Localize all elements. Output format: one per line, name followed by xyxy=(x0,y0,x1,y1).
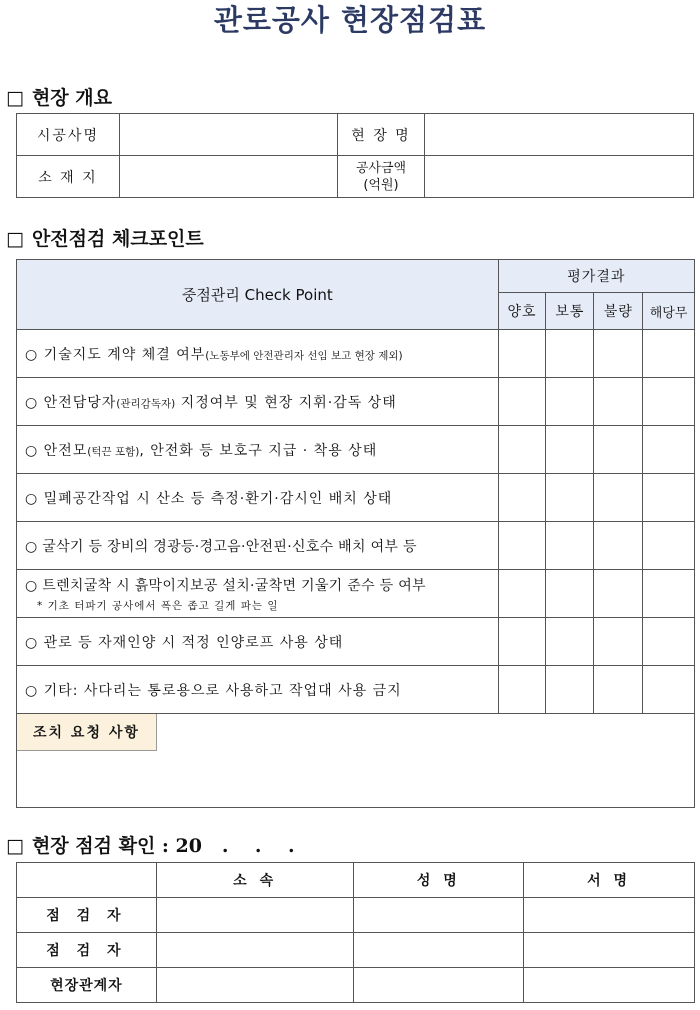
eval-cell[interactable] xyxy=(498,474,546,522)
eval-col-na: 해당무 xyxy=(643,293,695,330)
table-row xyxy=(17,522,695,570)
overview-table xyxy=(16,113,694,198)
check-item-text: ○ 관로 등 자재인양 시 적정 인양로프 사용 상태 xyxy=(25,634,344,651)
table-row xyxy=(17,968,695,1003)
amount-label-line1: 공사금액 xyxy=(355,160,407,176)
name-cell[interactable] xyxy=(354,898,524,933)
signature-cell[interactable] xyxy=(524,898,695,933)
eval-cell[interactable] xyxy=(498,618,546,666)
site-name-label: 현 장 명 xyxy=(337,114,425,156)
check-item xyxy=(17,330,499,378)
amount-value[interactable] xyxy=(425,156,694,198)
eval-cell[interactable] xyxy=(643,666,695,714)
construction-name-value[interactable] xyxy=(119,114,337,156)
check-item-text: ○ 기타: 사다리는 통로용으로 사용하고 작업대 사용 금지 xyxy=(25,682,402,699)
eval-cell[interactable] xyxy=(594,378,643,426)
amount-label xyxy=(337,156,425,198)
check-item xyxy=(17,426,499,474)
col-affiliation: 소 속 xyxy=(156,863,354,898)
affiliation-cell[interactable] xyxy=(156,933,354,968)
check-item-text: ○ 기술지도 계약 체결 여부 xyxy=(25,346,206,363)
action-request-area[interactable] xyxy=(17,714,695,808)
check-item-text-rest: 지정여부 및 현장 지휘·감독 상태 xyxy=(175,394,397,411)
eval-cell[interactable] xyxy=(594,474,643,522)
name-cell[interactable] xyxy=(354,968,524,1003)
signature-cell[interactable] xyxy=(524,933,695,968)
check-item-text: ○ 안전모 xyxy=(25,442,88,459)
eval-cell[interactable] xyxy=(546,618,594,666)
eval-cell[interactable] xyxy=(594,522,643,570)
eval-cell[interactable] xyxy=(498,522,546,570)
check-item xyxy=(17,522,499,570)
col-signature: 서 명 xyxy=(524,863,695,898)
eval-cell[interactable] xyxy=(498,570,546,618)
check-item-note: (턱끈 포함) xyxy=(87,445,140,458)
affiliation-cell[interactable] xyxy=(156,968,354,1003)
eval-cell[interactable] xyxy=(546,426,594,474)
check-item xyxy=(17,666,499,714)
section-heading-confirm xyxy=(6,831,295,858)
eval-cell[interactable] xyxy=(546,522,594,570)
eval-cell[interactable] xyxy=(643,378,695,426)
eval-cell[interactable] xyxy=(498,378,546,426)
eval-cell[interactable] xyxy=(643,570,695,618)
eval-cell[interactable] xyxy=(594,426,643,474)
check-item xyxy=(17,570,499,618)
table-row xyxy=(17,933,695,968)
eval-cell[interactable] xyxy=(546,570,594,618)
eval-cell[interactable] xyxy=(643,330,695,378)
eval-cell[interactable] xyxy=(594,570,643,618)
checkbox-icon: □ xyxy=(6,835,24,857)
eval-cell[interactable] xyxy=(594,618,643,666)
check-item-text: ○ 안전담당자 xyxy=(25,394,117,411)
name-cell[interactable] xyxy=(354,933,524,968)
eval-cell[interactable] xyxy=(594,666,643,714)
checkbox-icon: □ xyxy=(6,228,24,250)
eval-cell[interactable] xyxy=(546,474,594,522)
confirm-table xyxy=(16,862,695,1003)
eval-cell[interactable] xyxy=(546,330,594,378)
page-title: 관로공사 현장점검표 xyxy=(213,3,487,37)
check-item xyxy=(17,474,499,522)
eval-result-header: 평가결과 xyxy=(498,260,694,293)
eval-cell[interactable] xyxy=(498,666,546,714)
check-item-text: ○ 밀폐공간작업 시 산소 등 측정·환기·감시인 배치 상태 xyxy=(25,490,393,507)
table-row xyxy=(17,378,695,426)
affiliation-cell[interactable] xyxy=(156,898,354,933)
table-row xyxy=(17,474,695,522)
eval-cell[interactable] xyxy=(643,618,695,666)
location-value[interactable] xyxy=(119,156,337,198)
table-row xyxy=(17,330,695,378)
check-item-text: ○ 트렌치굴착 시 흙막이지보공 설치·굴착면 기울기 준수 등 여부 xyxy=(25,577,426,594)
row-inspector-1: 점 검 자 xyxy=(17,898,157,933)
check-item-note: (노동부에 안전관리자 선임 보고 현장 제외) xyxy=(205,349,403,362)
eval-cell[interactable] xyxy=(498,426,546,474)
section-heading-overview xyxy=(6,83,112,110)
site-name-value[interactable] xyxy=(425,114,694,156)
check-point-header: 중점관리 Check Point xyxy=(17,260,499,330)
table-row xyxy=(17,618,695,666)
eval-cell[interactable] xyxy=(594,330,643,378)
table-row xyxy=(17,426,695,474)
eval-cell[interactable] xyxy=(643,426,695,474)
section-heading-checklist xyxy=(6,224,204,251)
check-item-text-rest: , 안전화 등 보호구 지급 · 착용 상태 xyxy=(139,442,378,459)
action-request-label: 조치 요청 사항 xyxy=(17,714,157,751)
check-item-text: ○ 굴삭기 등 장비의 경광등·경고음·안전핀·신호수 배치 여부 등 xyxy=(25,538,417,555)
amount-label-line2: (억원) xyxy=(363,177,399,193)
table-row xyxy=(17,666,695,714)
section-heading-text: 현장 점검 확인 : 20 . . . xyxy=(31,835,295,857)
checklist-table xyxy=(16,259,695,808)
construction-name-label: 시공사명 xyxy=(17,114,120,156)
location-label: 소 재 지 xyxy=(17,156,120,198)
eval-cell[interactable] xyxy=(546,378,594,426)
section-heading-text: 안전점검 체크포인트 xyxy=(31,228,204,250)
check-item-footnote: * 기초 터파기 공사에서 폭은 좁고 길게 파는 일 xyxy=(37,599,279,612)
check-item xyxy=(17,378,499,426)
checkbox-icon: □ xyxy=(6,87,24,109)
row-site-manager: 현장관계자 xyxy=(17,968,157,1003)
eval-col-normal: 보통 xyxy=(546,293,594,330)
signature-cell[interactable] xyxy=(524,968,695,1003)
eval-cell[interactable] xyxy=(498,330,546,378)
eval-col-bad: 불량 xyxy=(594,293,643,330)
eval-col-good: 양호 xyxy=(498,293,546,330)
row-inspector-2: 점 검 자 xyxy=(17,933,157,968)
check-item-note: (관리감독자) xyxy=(116,397,176,410)
section-heading-text: 현장 개요 xyxy=(31,87,112,109)
eval-cell[interactable] xyxy=(643,522,695,570)
col-name: 성 명 xyxy=(354,863,524,898)
table-row xyxy=(17,570,695,618)
eval-cell[interactable] xyxy=(546,666,594,714)
eval-cell[interactable] xyxy=(643,474,695,522)
check-item xyxy=(17,618,499,666)
table-row xyxy=(17,898,695,933)
corner-cell xyxy=(17,863,157,898)
